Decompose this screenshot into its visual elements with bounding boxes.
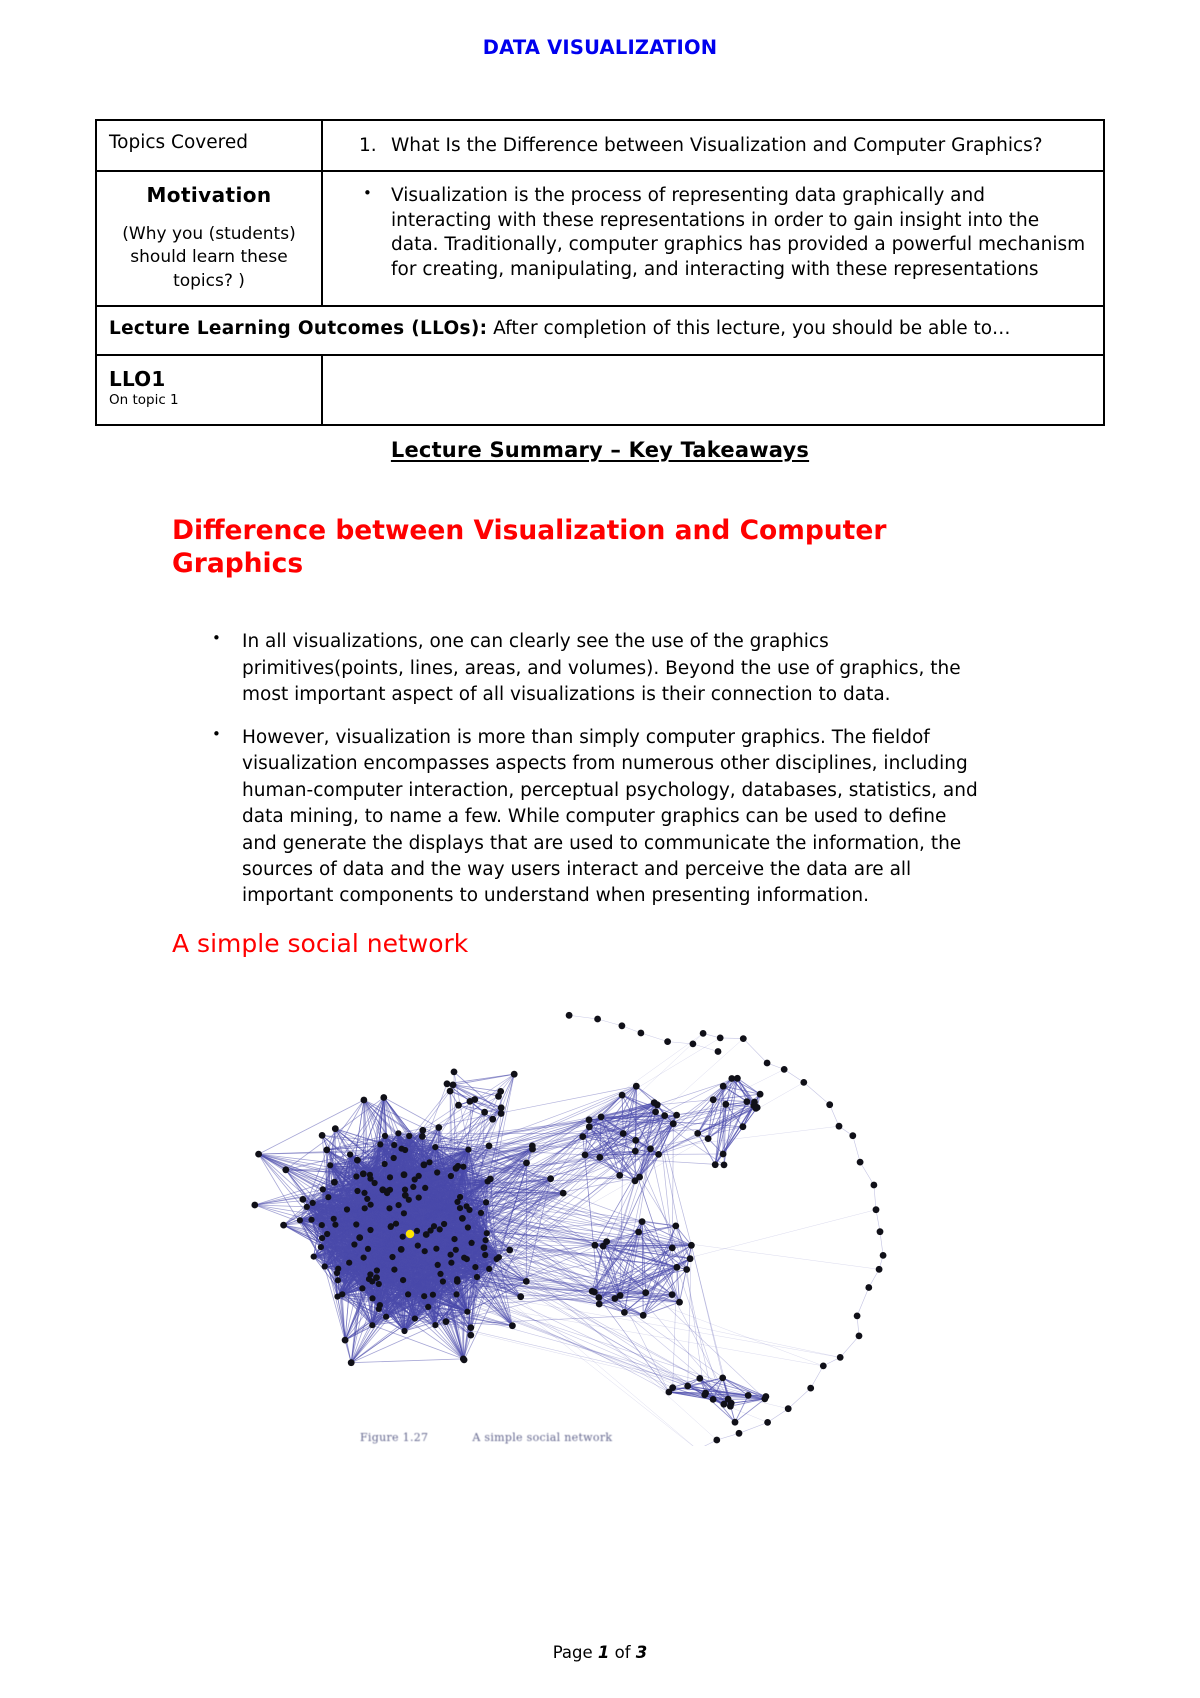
figure-caption-number: Figure 1.27 <box>360 1431 429 1445</box>
topics-covered-value <box>322 120 1104 171</box>
section-heading-difference: Difference between Visualization and Computer Graphics <box>172 514 887 580</box>
motivation-label-cell <box>96 171 322 306</box>
bullet-icon: • <box>212 629 221 648</box>
llo-header-rest: After completion of this lecture, you should be able to… <box>487 318 1011 340</box>
llo-header-bold: Lecture Learning Outcomes (LLOs): <box>109 318 488 340</box>
llo1-value-cell <box>322 355 1104 425</box>
table-row-llo1 <box>96 355 1104 425</box>
page-footer <box>0 1643 1200 1662</box>
motivation-label: Motivation <box>146 183 272 208</box>
list-item <box>204 725 982 910</box>
table-row-motivation <box>96 171 1104 306</box>
footer-page-total: 3 <box>635 1643 648 1662</box>
section-heading-social-network: A simple social network <box>172 928 469 958</box>
llo1-code: LLO1 <box>109 366 166 391</box>
llo1-sublabel: On topic 1 <box>109 391 179 408</box>
footer-prefix: Page <box>552 1643 598 1662</box>
lecture-summary-heading <box>0 438 1200 462</box>
footer-page-number: 1 <box>597 1643 610 1662</box>
bullet-icon: • <box>212 724 221 743</box>
lecture-info-table <box>95 119 1105 426</box>
figure-social-network <box>142 976 1142 1446</box>
table-row-llo-header <box>96 306 1104 354</box>
topics-covered-label: Topics Covered <box>96 120 322 171</box>
figure-caption-text: A simple social network <box>472 1431 613 1445</box>
lecture-summary-heading-text: Lecture Summary – Key Takeaways <box>390 437 810 462</box>
llo-header-cell <box>96 306 1104 354</box>
bullet-icon: • <box>363 184 372 203</box>
footer-middle: of <box>609 1643 636 1662</box>
llo1-label-cell <box>96 355 322 425</box>
topics-list-text: What Is the Difference between Visualization and Computer Graphics? <box>391 135 1043 156</box>
document-title: DATA VISUALIZATION <box>482 36 718 59</box>
topics-list-number: 1. <box>359 135 377 156</box>
list-item-text: In all visualizations, one can clearly see the use of the graphics primitives(points, lines, areas, and volumes). Beyond the use of graphics, the most important aspect of all visualizations is their connection to data. <box>242 631 961 706</box>
main-content <box>0 514 1200 1447</box>
list-item-text: However, visualization is more than simply computer graphics. The fieldof visualization encompasses aspects from numerous other disciplines, including human-computer interaction, perceptual psychology, databases, statistics, and data mining, to name a few. While computer graphics can be used to define and generate the displays that are used to communicate the information, the sources of data and the way users interact and perceive the data are all important components to understand when presenting information. <box>242 726 978 907</box>
table-row-topics <box>96 120 1104 171</box>
key-takeaways-list <box>172 629 1080 910</box>
social-network-graph <box>142 976 1142 1446</box>
figure-caption <box>360 1431 612 1444</box>
list-item <box>204 629 982 708</box>
motivation-value <box>322 171 1104 306</box>
motivation-sublabel: (Why you (students) should learn these topics? ) <box>122 223 296 291</box>
motivation-text: Visualization is the process of representing data graphically and interacting with these representations in order to gain insight into the data. Traditionally, computer graphics has provided a powerful mechanism for creating, manipulating, and interacting with these representations <box>391 185 1086 280</box>
